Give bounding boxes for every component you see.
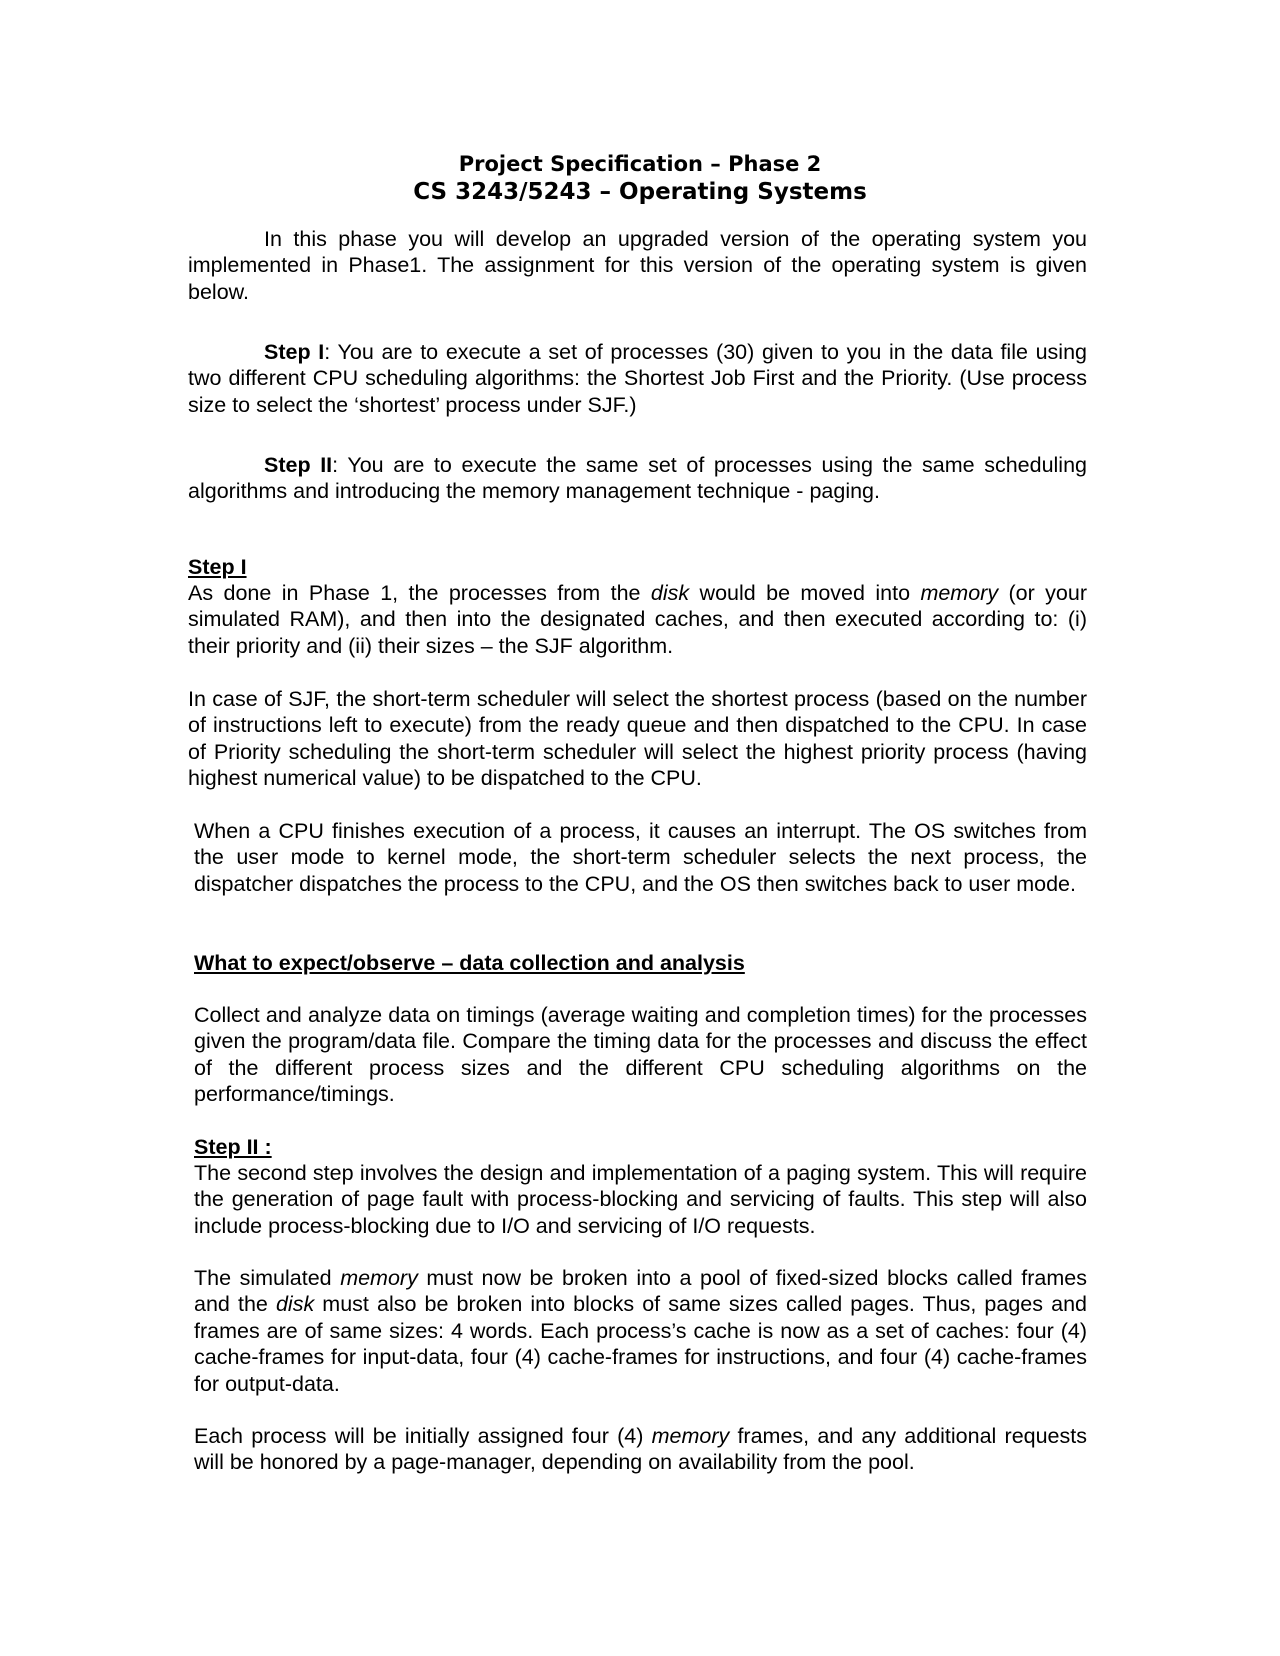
doc-title: Project Specification – Phase 2 xyxy=(458,152,822,176)
step2-summary-paragraph xyxy=(188,452,1087,505)
step1-paragraph-2: In case of SJF, the short-term scheduler will select the shortest process (based on the number of instructions left to execute) from the ready queue and then dispatched to the CPU. In case of Priority scheduling the short-term scheduler will select the highest priority process (having highest numerical value) to be dispatched to the CPU. xyxy=(188,687,1087,791)
step1-summary-text: : You are to execute a set of processes (30) given to you in the data file using two different CPU scheduling algorithms: the Shortest Job First and the Priority. (Use process size to select the ‘shortest’ process under SJF.) xyxy=(188,340,1087,417)
intro-paragraph: In this phase you will develop an upgraded version of the operating system you implemented in Phase1. The assignment for this version of the operating system is given below. xyxy=(188,227,1087,304)
step2-p3-text-c: frames, and any additional requests will be honored by a page-manager, depending on availability from the pool. xyxy=(194,1424,1087,1475)
step1-p1-text-a: As done in Phase 1, the processes from the xyxy=(188,581,651,605)
expect-heading: What to expect/observe – data collection and analysis xyxy=(194,951,745,975)
step2-paragraph-2 xyxy=(194,1265,1087,1397)
step1-heading: Step I xyxy=(188,555,247,579)
step2-summary-label: Step II xyxy=(264,453,333,477)
step1-p1-memory: memory xyxy=(920,581,999,605)
step1-summary-paragraph xyxy=(188,339,1087,418)
step2-heading: Step II : xyxy=(194,1135,272,1159)
step2-p3-memory: memory xyxy=(651,1424,730,1448)
step2-p2-text-e: must also be broken into blocks of same sizes called pages. Thus, pages and frames are of same sizes: 4 words. Each process’s cache is now as a set of caches: four (4) cache-frames for input-data, four (4) cache-frames for instructions, and four (4) cache-frames for output-data. xyxy=(194,1292,1087,1396)
step2-p2-disk: disk xyxy=(275,1292,315,1317)
step2-summary-text: : You are to execute the same set of processes using the same scheduling algorithms and introducing the memory management technique - paging. xyxy=(188,453,1087,504)
step2-p2-text-a: The simulated xyxy=(194,1266,341,1290)
step2-p3-text-a: Each process will be initially assigned four (4) xyxy=(194,1424,652,1448)
step1-paragraph-1 xyxy=(188,580,1087,659)
step2-paragraph-1: The second step involves the design and implementation of a paging system. This will require the generation of page fault with process-blocking and servicing of faults. This step will also include process-blocking due to I/O and servicing of I/O requests. xyxy=(194,1161,1087,1238)
doc-subtitle: CS 3243/5243 – Operating Systems xyxy=(413,179,867,205)
step2-paragraph-3 xyxy=(194,1423,1087,1476)
step1-paragraph-3: When a CPU finishes execution of a process, it causes an interrupt. The OS switches from the user mode to kernel mode, the short-term scheduler selects the next process, the dispatcher dispatches the process to the CPU, and the OS then switches back to user mode. xyxy=(194,819,1087,896)
step1-p1-disk: disk xyxy=(650,581,690,605)
step2-p2-text-c: must now be broken into a pool of fixed-sized blocks called frames and the xyxy=(194,1266,1088,1317)
step1-summary-label: Step I xyxy=(264,340,325,364)
step1-p1-text-c: would be moved into xyxy=(689,581,921,605)
step2-p2-memory: memory xyxy=(340,1266,418,1290)
step1-p1-text-e: (or your simulated RAM), and then into the designated caches, and then executed according to: (i) their priority and (ii) their sizes – the SJF algorithm. xyxy=(188,581,1087,658)
expect-paragraph: Collect and analyze data on timings (average waiting and completion times) for the processes given the program/data file. Compare the timing data for the processes and discuss the effect of the different process sizes and the different CPU scheduling algorithms on the performance/timings. xyxy=(194,1003,1087,1107)
